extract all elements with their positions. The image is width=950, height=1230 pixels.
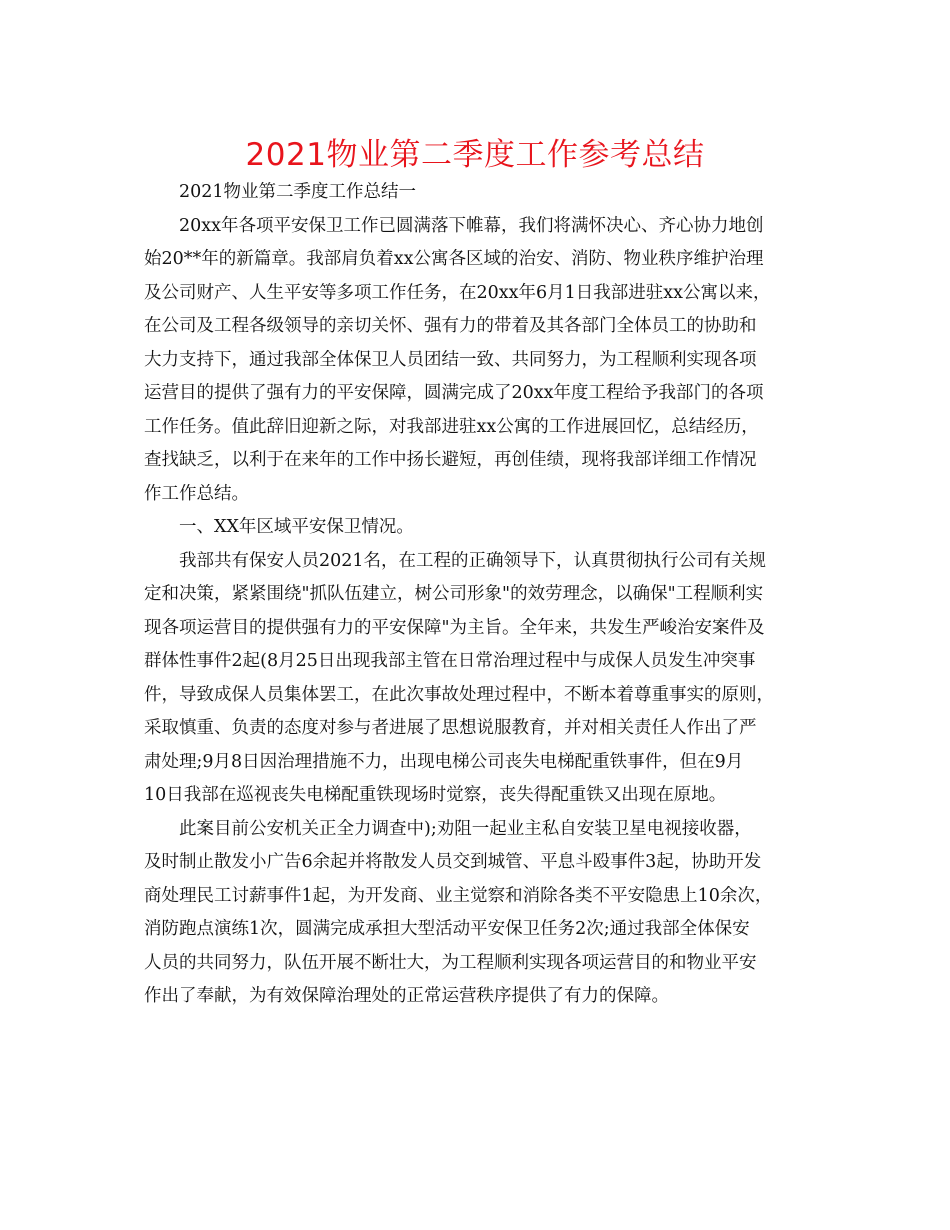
paragraph-line: 运营目的提供了强有力的平安保障，圆满完成了20xx年度工程给予我部门的各项 — [144, 383, 764, 403]
paragraph-line: 我部共有保安人员2021名，在工程的正确领导下，认真贯彻执行公司有关规 — [179, 550, 767, 571]
paragraph-line: 在公司及工程各级领导的亲切关怀、强有力的带着及其各部门全体员工的协助和 — [144, 316, 757, 336]
paragraph-line: 10日我部在巡视丧失电梯配重铁现场时觉察，丧失得配重铁又出现在原地。 — [144, 785, 727, 805]
paragraph-line: 作出了奉献，为有效保障治理处的正常运营秩序提供了有力的保障。 — [144, 986, 669, 1006]
paragraph-line: 群体性事件2起(8月25日出现我部主管在日常治理过程中与成保人员发生冲突事 — [144, 651, 756, 671]
paragraph-line: 查找缺乏，以利于在来年的工作中扬长避短，再创佳绩，现将我部详细工作情况 — [144, 450, 757, 470]
paragraph-line: 消防跑点演练1次，圆满完成承担大型活动平安保卫任务2次;通过我部全体保安 — [144, 919, 750, 939]
document-body — [144, 176, 804, 1014]
paragraph-line: 始20**年的新篇章。我部肩负着xx公寓各区域的治安、消防、物业秩序维护治理 — [144, 249, 764, 269]
paragraph-line: 20xx年各项平安保卫工作已圆满落下帷幕，我们将满怀决心、齐心协力地创 — [179, 215, 764, 236]
document-title: 2021物业第二季度工作参考总结 — [245, 137, 705, 173]
paragraph-line: 作工作总结。 — [144, 483, 249, 504]
paragraph-line: 件，导致成保人员集体罢工，在此次事故处理过程中，不断本着尊重事实的原则， — [144, 684, 774, 705]
paragraph-line: 定和决策，紧紧围绕"抓队伍建立，树公司形象"的效劳理念，以确保"工程顺利实 — [144, 584, 764, 604]
paragraph-line: 此案目前公安机关正全力调查中);劝阻一起业主私自安装卫星电视接收器， — [179, 818, 752, 839]
section-heading: 2021物业第二季度工作总结一 — [179, 182, 417, 202]
paragraph-line: 商处理民工讨薪事件1起，为开发商、业主觉察和消除各类不平安隐患上10余次， — [144, 885, 773, 906]
paragraph-line: 现各项运营目的提供强有力的平安保障"为主旨。全年来，共发生严峻治安案件及 — [144, 617, 765, 638]
section-heading: 一、XX年区域平安保卫情况。 — [179, 517, 414, 537]
paragraph-line: 及公司财产、人生平安等多项工作任务，在20xx年6月1日我部进驻xx公寓以来， — [144, 282, 771, 303]
paragraph-line: 大力支持下，通过我部全体保卫人员团结一致、共同努力，为工程顺利实现各项 — [144, 349, 757, 370]
paragraph-line: 人员的共同努力，队伍开展不断壮大，为工程顺利实现各项运营目的和物业平安 — [144, 952, 757, 973]
paragraph-line: 肃处理;9月8日因治理措施不力，出现电梯公司丧失电梯配重铁事件，但在9月 — [144, 751, 744, 772]
paragraph-line: 及时制止散发小广告6余起并将散发人员交到城管、平息斗殴事件3起，协助开发 — [144, 852, 762, 872]
paragraph-line: 工作任务。值此辞旧迎新之际，对我部进驻xx公寓的工作进展回忆，总结经历， — [144, 416, 759, 437]
paragraph-line: 采取慎重、负责的态度对参与者进展了思想说服教育，并对相关责任人作出了严 — [144, 718, 757, 738]
